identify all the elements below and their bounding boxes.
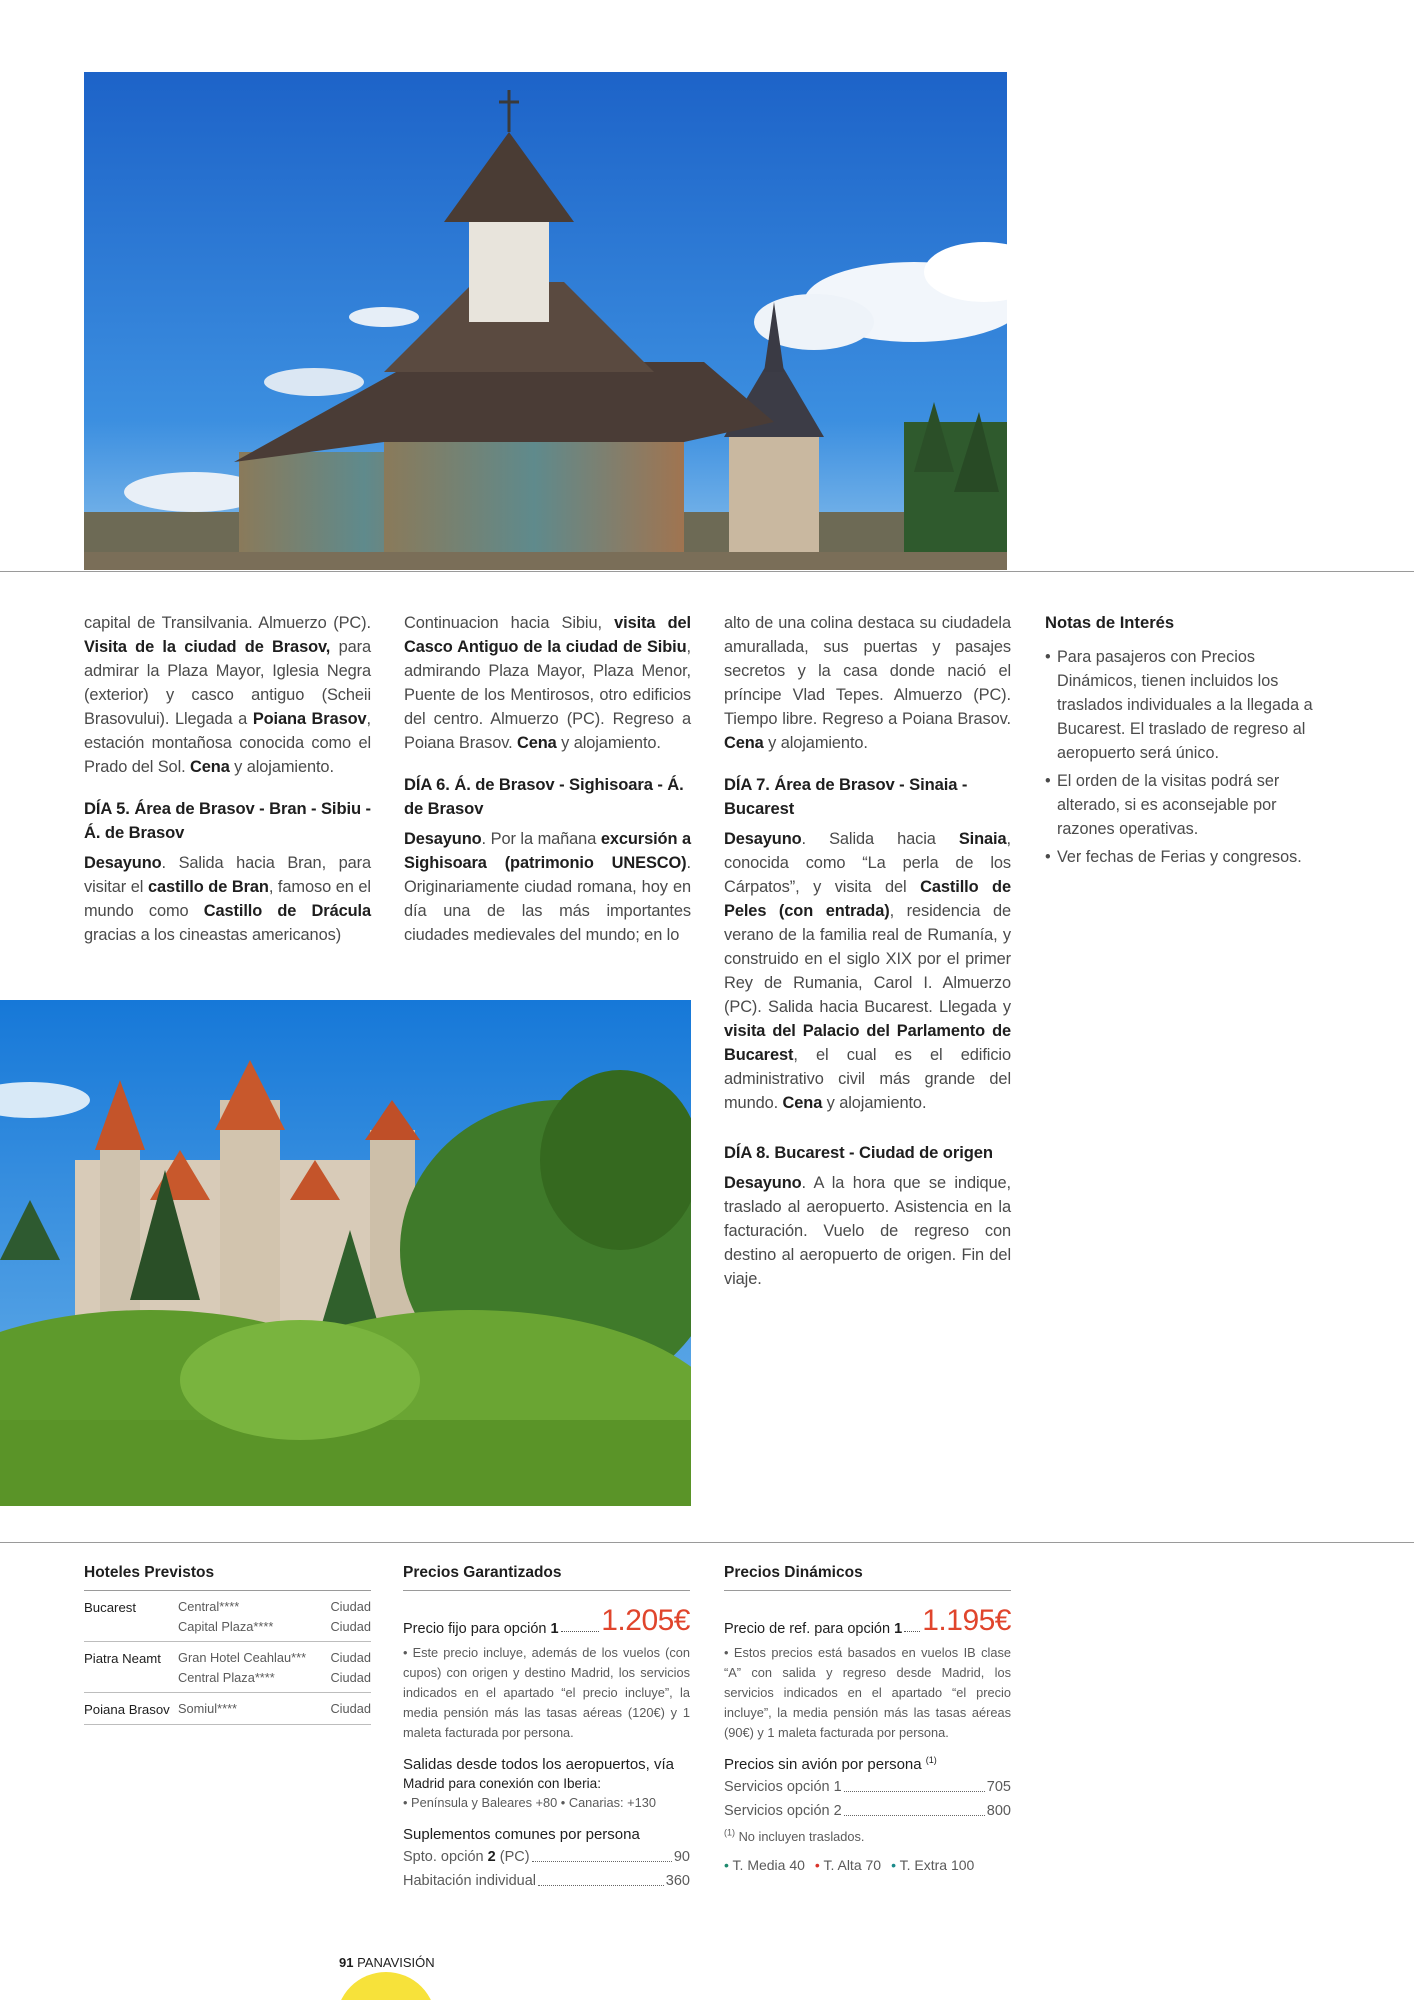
hotel-name: Capital Plaza**** [178,1619,274,1634]
divider-bottom [0,1542,1414,1543]
day7-text: Desayuno. Salida hacia Sinaia, conocida como “La perla de los Cárpatos”, y visita del Castillo de Peles (con entrada), residencia de verano de la familia real de Rumanía, y construido en el siglo XIX por el primer Rey de Rumania, Carol I. Almuerzo (PC). Salida hacia Bucarest. Llegada y visita del Palacio del Parlamento de Bucarest, el cual es el edificio administrativo civil más grande del mundo. Cena y alojamiento. [724,830,1012,1112]
dot-leader [904,1631,920,1632]
day6-continuation-text: alto de una colina destaca su ciudadela amurallada, sus puertas y pasajes secretos y la casa donde nació el príncipe Vlad Tepes. Almuerzo (PC). Tiempo libre. Regreso a Poiana Brasov. Cena y alojamiento. [724,614,1011,752]
dynamic-price-value: 1.195€ [922,1604,1011,1637]
hotel-row [178,1648,371,1668]
day7-title: DÍA 7. Área de Brasov - Sinaia - Bucarest [724,775,968,818]
supplement-label: Spto. opción 2 (PC) [403,1849,530,1865]
season-item: • T. Alta 70 [814,1857,882,1873]
page-number: 91 [339,1955,354,1970]
itinerary-column-3 [724,611,1011,1291]
hotel-row [178,1597,371,1617]
hotel-name: Central**** [178,1599,240,1614]
day5-continuation-text: Continuacion hacia Sibiu, visita del Casco Antiguo de la ciudad de Sibiu, admirando Plaza Mayor, Plaza Menor, Puente de los Mentirosos, otro edificios del centro. Almuerzo (PC). Regreso a Poiana Brasov. Cena y alojamiento. [404,614,691,752]
season-dot-icon: • [724,1857,729,1873]
supplement-value: 90 [673,1849,690,1865]
hotel-location: Ciudad [330,1701,371,1716]
supplement-row [403,1869,690,1893]
season-dot-icon: • [814,1857,820,1873]
yellow-circle-decoration [336,1972,436,2000]
day8-text: Desayuno. A la hora que se indique, traslado al aeropuerto. Asistencia en la facturación. Vuelo de regreso con destino al aeropuerto de origen. Fin del viaje. [724,1174,1011,1288]
day4-continuation-text: capital de Transilvania. Almuerzo (PC). Visita de la ciudad de Brasov, para admirar la Plaza Mayor, Iglesia Negra (exterior) y casco antiguo (Scheii Brasovului). Llegada a Poiana Brasov, estación montañosa conocida como el Prado del Sol. Cena y alojamiento. [84,614,371,776]
no-flight-row [724,1775,1011,1799]
hotel-group-piatra-neamt [84,1642,371,1693]
day5-title: DÍA 5. Área de Brasov - Bran - Sibiu - Á. de Brasov [84,799,371,842]
hotel-city: Piatra Neamt [84,1651,161,1666]
day8-title: DÍA 8. Bucarest - Ciudad de origen [724,1143,993,1162]
hotel-location: Ciudad [330,1670,371,1685]
departures-title: Salidas desde todos los aeropuertos, vía [403,1756,675,1773]
bran-castle-photo [0,1000,691,1506]
season-supplements [724,1857,1011,1873]
itinerary-column-1 [84,611,371,947]
hotels-title: Hoteles Previstos [84,1564,371,1591]
notes-item: • Para pasajeros con Precios Dinámicos, tienen incluidos los traslados individuales a la llegada a Bucarest. El traslado de regreso al aeropuerto será único. [1045,645,1333,765]
monastery-photo [84,72,1007,570]
dot-leader [844,1815,985,1816]
day5-text: Desayuno. Salida hacia Bran, para visitar el castillo de Bran, famoso en el mundo como Castillo de Drácula gracias a los cineastas americanos) [84,854,371,944]
hotel-group-poiana-brasov [84,1693,371,1725]
notes-item: • El orden de la visitas podrá ser alterado, si es aconsejable por razones operativas. [1045,769,1333,841]
guaranteed-price-value: 1.205€ [601,1604,690,1637]
price-label: Precio fijo para opción 1 [403,1621,559,1637]
dynamic-price-line [724,1605,1011,1637]
notes-of-interest [1045,611,1333,873]
dynamic-includes-text: • Estos precios está basados en vuelos IB clase “A” con salida y regreso desde Madrid, los servicios indicados en el apartado “el precio incluye”, la media pensión más las tasas aéreas (90€) y 1 maleta facturada por persona. [724,1645,1011,1740]
hotel-location: Ciudad [330,1650,371,1665]
hotel-location: Ciudad [330,1599,371,1614]
dynamic-prices-title: Precios Dinámicos [724,1564,1011,1591]
no-flight-row [724,1799,1011,1823]
hotels-box [84,1564,371,1725]
notes-list [1045,645,1333,869]
hotel-list [178,1648,371,1688]
page-footer [339,1955,435,1970]
dot-leader [532,1861,672,1862]
hotel-list [178,1597,371,1637]
supplement-row [403,1845,690,1869]
dynamic-prices-box [724,1564,1011,1873]
hotel-city: Poiana Brasov [84,1702,170,1717]
no-flight-prices-title: Precios sin avión por persona $^{(1)}$ [724,1755,937,1773]
day6-title: DÍA 6. Á. de Brasov - Sighisoara - Á. de Brasov [404,775,684,818]
no-flight-value: 800 [986,1803,1011,1819]
dot-leader [561,1631,600,1632]
notes-title: Notas de Interés [1045,613,1175,632]
season-item: • T. Media 40 [724,1857,805,1873]
hotel-row [178,1668,371,1688]
dot-leader [844,1791,985,1792]
guaranteed-includes-text: • Este precio incluye, además de los vuelos (con cupos) con origen y destino Madrid, los servicios indicados en el apartado “el precio incluye”, la media pensión más las tasas aéreas (120€) y 1 maleta facturada por persona. [403,1645,690,1740]
day6-text: Desayuno. Por la mañana excursión a Sighisoara (patrimonio UNESCO). Originariamente ciudad romana, hoy en día una de las más importantes ciudades medievales del mundo; en lo [404,830,691,944]
footnote: $^{(1)}$ No incluyen traslados. [724,1827,865,1844]
guaranteed-price-line [403,1605,690,1637]
departures-subtitle: Madrid para conexión con Iberia: [403,1776,601,1791]
brand-name: PANAVISIÓN [357,1955,435,1970]
hotel-location: Ciudad [330,1619,371,1634]
hotel-list [178,1699,371,1720]
no-flight-value: 705 [986,1779,1011,1795]
dot-leader [538,1885,664,1886]
hotel-name: Gran Hotel Ceahlau*** [178,1650,307,1665]
hotel-city: Bucarest [84,1600,137,1615]
supplements-title: Suplementos comunes por persona [403,1826,640,1843]
no-flight-label: Servicios opción 1 [724,1779,842,1795]
season-item: • T. Extra 100 [891,1857,975,1873]
divider-top [0,571,1414,572]
hotel-row [178,1617,371,1637]
supplement-value: 360 [665,1873,690,1889]
guaranteed-prices-box [403,1564,690,1893]
hotel-row [178,1699,371,1719]
departures-detail: • Península y Baleares +80 • Canarias: +130 [403,1795,656,1810]
hotel-group-bucarest [84,1591,371,1642]
itinerary-column-2 [404,611,691,947]
hotel-name: Central Plaza**** [178,1670,275,1685]
guaranteed-prices-title: Precios Garantizados [403,1564,690,1591]
season-dot-icon: • [891,1857,896,1873]
hotel-name: Somiul**** [178,1701,238,1716]
no-flight-label: Servicios opción 2 [724,1803,842,1819]
notes-item: • Ver fechas de Ferias y congresos. [1045,845,1333,869]
supplement-label: Habitación individual [403,1873,536,1889]
price-label: Precio de ref. para opción 1 [724,1621,903,1637]
